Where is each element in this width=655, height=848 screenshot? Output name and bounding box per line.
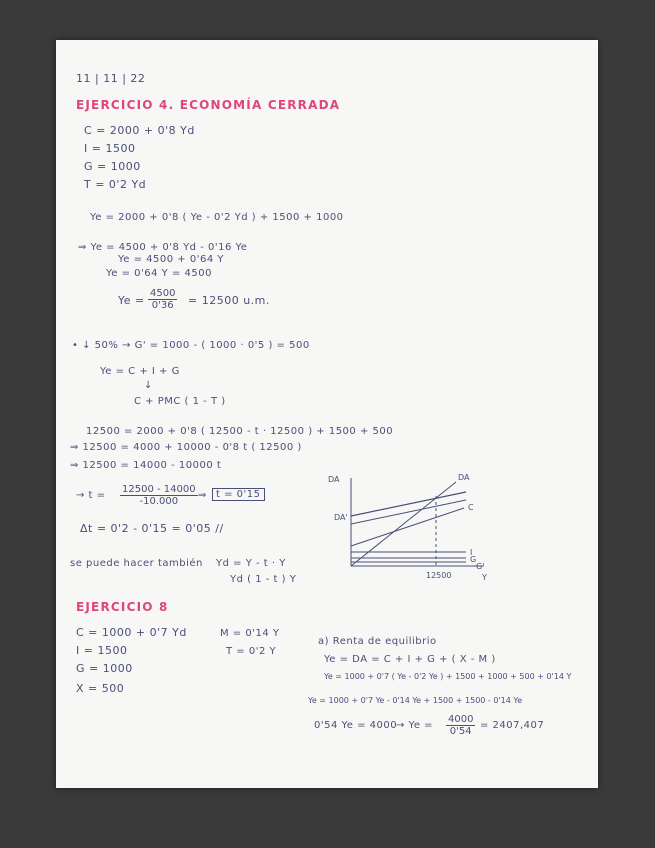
ex4-investment: I = 1500 <box>84 142 136 155</box>
ex4-ye-step-1: Ye = 2000 + 0'8 ( Ye - 0'2 Yd ) + 1500 + 1000 <box>90 212 344 223</box>
ex8-a-step-3: Ye = 1000 + 0'7 Ye - 0'14 Ye + 1500 + 1500 - 0'14 Ye <box>308 696 523 705</box>
ex4-ye-cig: Ye = C + I + G <box>100 366 180 377</box>
ex4-ye-result: = 12500 u.m. <box>188 294 270 307</box>
graph-label-g: G <box>470 555 477 564</box>
ex4-t-numerator: 12500 - 14000 <box>122 484 196 495</box>
graph-label-da-right: DA <box>458 473 470 482</box>
graph-45-line <box>351 482 456 566</box>
date: 11 | 11 | 22 <box>76 72 146 85</box>
ex8-a-step-4: 0'54 Ye = 4000 <box>314 720 398 731</box>
ex4-equation-3: ⇒ 12500 = 14000 - 10000 t <box>70 460 222 471</box>
ex8-a-denominator: 0'54 <box>449 726 472 737</box>
ex4-government: G = 1000 <box>84 160 141 173</box>
demand-graph <box>326 470 496 585</box>
graph-label-g2: G' <box>476 562 485 571</box>
exercise-8-title: EJERCICIO 8 <box>76 600 169 614</box>
ex4-ye-step-2: ⇒ Ye = 4500 + 0'8 Yd - 0'16 Ye <box>78 242 248 253</box>
ex4-cpmc: C + PMC ( 1 - T ) <box>134 396 226 407</box>
ex4-consumption: C = 2000 + 0'8 Yd <box>84 124 195 137</box>
ex4-arrow-down: ↓ <box>144 380 153 391</box>
ex8-a-step-2: Ye = 1000 + 0'7 ( Ye - 0'2 Ye ) + 1500 + 1000 + 500 + 0'14 Y <box>324 672 572 681</box>
notebook-page <box>56 40 598 788</box>
ex4-government-change: • ↓ 50% → G' = 1000 - ( 1000 · 0'5 ) = 500 <box>72 340 310 351</box>
ex4-note-yd-1: Yd = Y - t · Y <box>216 558 286 569</box>
graph-label-y: Y <box>482 573 487 582</box>
exercise-4-title: EJERCICIO 4. ECONOMÍA CERRADA <box>76 98 341 112</box>
graph-label-i: I <box>470 548 473 557</box>
ex4-ye-step-3: Ye = 4500 + 0'64 Y <box>118 254 224 265</box>
ex4-ye-step-4: Ye = 0'64 Y = 4500 <box>106 268 212 279</box>
graph-label-x: 12500 <box>426 571 452 580</box>
ex8-consumption: C = 1000 + 0'7 Yd <box>76 626 187 639</box>
ex8-a-step-1: Ye = DA = C + I + G + ( X - M ) <box>324 654 496 665</box>
ex4-t-fraction <box>120 484 198 507</box>
ex8-a-fraction <box>446 714 475 737</box>
ex4-taxes: T = 0'2 Yd <box>84 178 147 191</box>
ex4-t-boxed-result: t = 0'15 <box>212 488 265 501</box>
ex4-ye-prefix: Ye = <box>118 294 145 307</box>
ex8-a-numerator: 4000 <box>448 714 474 725</box>
ex8-a-arrow: → Ye = <box>396 720 434 731</box>
ex4-t-arrow: ⇒ <box>198 490 207 501</box>
ex8-a-result: = 2407,407 <box>480 720 545 731</box>
graph-label-c: C <box>468 503 474 512</box>
ex8-a-title: a) Renta de equilibrio <box>318 636 437 647</box>
graph-label-da-left: DA' <box>334 513 348 522</box>
ex8-taxes: T = 0'2 Y <box>226 646 277 657</box>
ex8-government: G = 1000 <box>76 662 133 675</box>
ex8-imports: M = 0'14 Y <box>220 628 280 639</box>
ex8-investment: I = 1500 <box>76 644 128 657</box>
ex4-delta-t: Δt = 0'2 - 0'15 = 0'05 // <box>80 522 224 535</box>
ex4-equation-1: 12500 = 2000 + 0'8 ( 12500 - t · 12500 ) + 1500 + 500 <box>86 426 394 437</box>
ex4-note-yd-2: Yd ( 1 - t ) Y <box>230 574 297 585</box>
graph-c-line <box>351 508 464 546</box>
ex4-t-prefix: → t = <box>76 490 106 501</box>
ex4-ye-numerator: 4500 <box>150 288 176 299</box>
ex4-t-denominator: -10.000 <box>139 496 179 507</box>
ex8-exports: X = 500 <box>76 682 125 695</box>
graph-label-da-top: DA <box>328 475 340 484</box>
ex4-ye-denominator: 0'36 <box>151 300 174 311</box>
ex4-ye-fraction <box>148 288 177 311</box>
ex4-note: se puede hacer también <box>70 558 203 569</box>
ex4-equation-2: ⇒ 12500 = 4000 + 10000 - 0'8 t ( 12500 ) <box>70 442 302 453</box>
